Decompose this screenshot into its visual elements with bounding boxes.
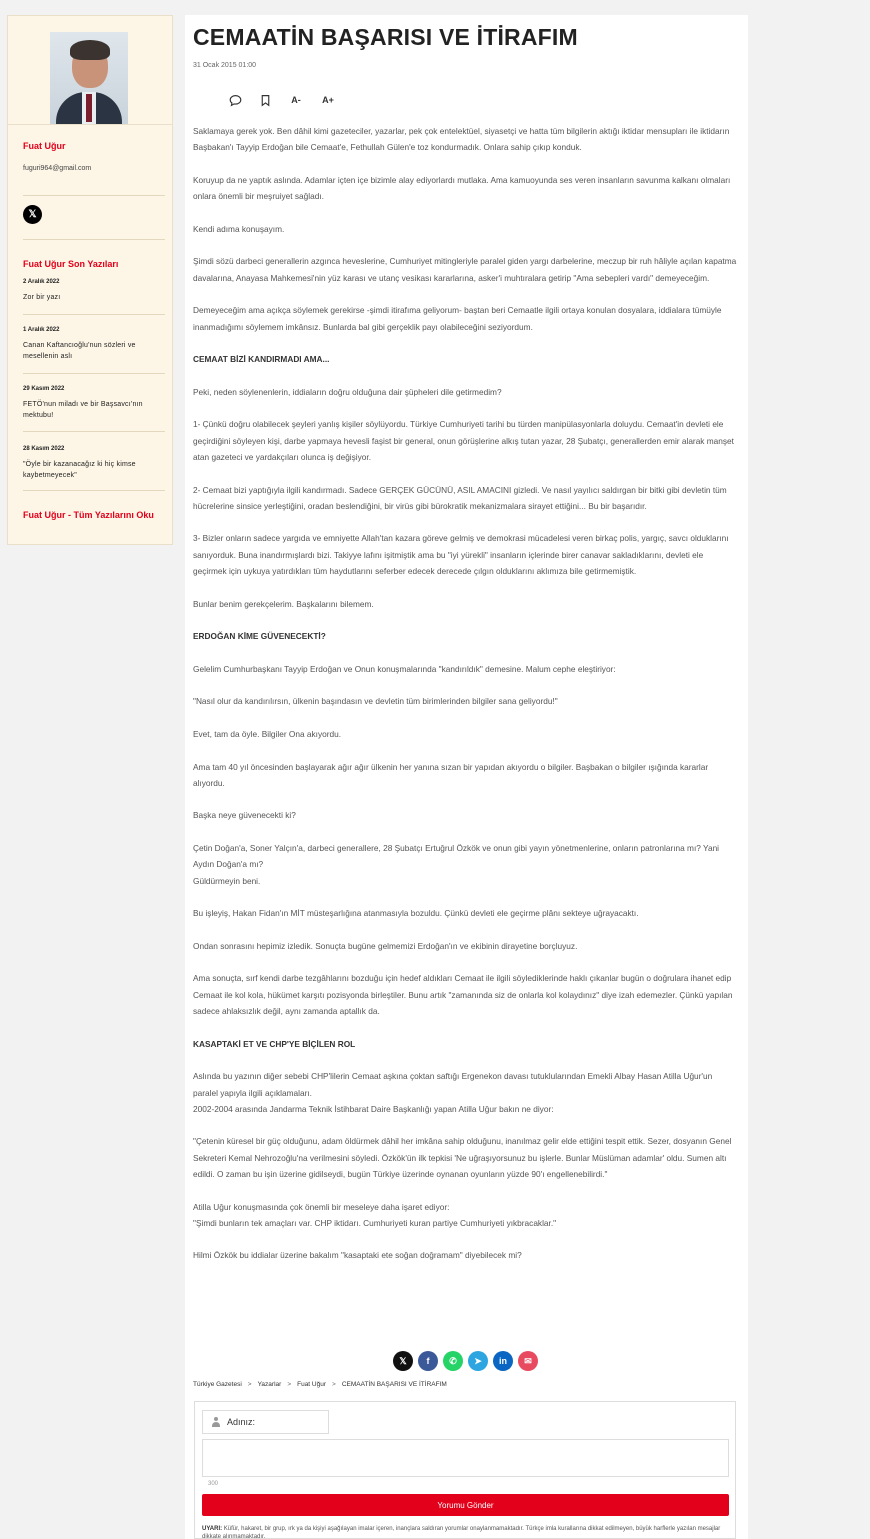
author-sidebar [7, 15, 173, 545]
article-paragraph: Koruyup da ne yaptık aslında. Adamlar içten içe bizimle alay ediyorlardı mutlaka. Ama kamuoyunda ses veren insanların savunma kalkanı olmaları onlara önemli bir meşruiyet sağladı. [193, 174, 731, 202]
breadcrumb-item[interactable]: Yazarlar [257, 1381, 282, 1388]
article-paragraph: Hilmi Özkök bu iddialar üzerine bakalım "kasaptaki ete soğan doğramam" diyebilecek mi? [193, 1250, 522, 1261]
sidebar-divider [23, 431, 165, 432]
article-paragraph: Kendi adıma konuşayım. [193, 223, 285, 234]
author-avatar[interactable] [50, 32, 128, 124]
article-paragraph: Ama sonuçta, sırf kendi darbe tezgâhlarını bozduğu için hedef aldıkları Cemaat ile ilgili söylediklerinde haklı çıkanlar bugün o doğrulara ihanet edip Cemaat ile kol kola, hükümet karşıtı pozisyonda birleştiler. Bunu artık "zamanında siz de onlarla kol kolaydınız" diye izah edemezler. Çünkü yapılan sadece ahlaksızlık değil, aynı zamanda aptallık da. [193, 973, 733, 1017]
recent-post-title[interactable]: Zor bir yazı [23, 294, 61, 301]
warning-label: UYARI: [202, 1526, 223, 1532]
sidebar-divider [23, 195, 165, 196]
recent-post-title[interactable]: "Öyle bir kazanacağız ki hiç kimse kaybetmeyecek" [23, 461, 136, 479]
share-bar [393, 1351, 538, 1371]
recent-post-date: 28 Kasım 2022 [23, 446, 65, 452]
name-field-wrapper [202, 1410, 329, 1434]
breadcrumb-item: CEMAATİN BAŞARISI VE İTİRAFIM [341, 1381, 447, 1388]
sidebar-divider [8, 124, 172, 125]
x-social-icon[interactable]: 𝕏 [23, 205, 42, 224]
recent-post-date: 2 Aralık 2022 [23, 279, 60, 285]
article-subheading: KASAPTAKİ ET VE CHP'YE BİÇİLEN ROL [193, 1038, 356, 1049]
sidebar-divider [23, 490, 165, 491]
recent-post-item[interactable] [23, 327, 163, 362]
article-paragraph: Ondan sonrasını hepimiz izledik. Sonuçta bugüne gelmemizi Erdoğan'ın ve ekibinin dirayetine borçluyuz. [193, 940, 578, 951]
article-paragraph: Evet, tam da öyle. Bilgiler Ona akıyordu. [193, 728, 342, 739]
article-body [193, 123, 738, 1280]
author-name-link[interactable]: Fuat Uğur [23, 141, 66, 151]
article-paragraph: Şimdi sözü darbeci generallerin azgınca heveslerine, Cumhuriyet mitingleriyle paralel giden yargı darbelerine, meczup bir ruh hâliyle açılan kapatma davalarına, Anayasa Mahkemesi'nin yüz karası ve utanç vesikası kararlarına, asker'i muhtıralara getirip "Ama sebepleri vardı" demeyeceğim. [193, 256, 737, 283]
article-paragraph: Peki, neden söylenenlerin, iddiaların doğru olduğuna dair şüpheleri dile getirmedim? [193, 386, 502, 397]
article-paragraph: "Çetenin küresel bir güç olduğunu, adam öldürmek dâhil her imkâna sahip olduğunu, inanılmaz gelir elde ettiğini tespit ettik. Sezer, dosyanın Genel Sekreteri Kemal Nehrozoğlu'na verilmesini söyledi. Özkök'ün ilk tepkisi 'Ne uğraşıyorsunuz bu işlerle. Bunlar Müslüman adamlar' oldu. Sumen altı edildi. O zaman bu işin üzerine gidilseydi, bugün Türkiye üzerinde oynanan oyunların yüzde 90'ı engellenebilirdi." [193, 1136, 732, 1179]
article-paragraph: Başka neye güvenecekti ki? [193, 810, 296, 821]
article-paragraph: Çetin Doğan'a, Soner Yalçın'a, darbeci generallere, 28 Şubatçı Ertuğrul Özkök ve onun gibi yayın yönetmenlerine, onların patronlarına mı? Yani Aydın Doğan'a mı? Güldürmeyin beni. [193, 843, 720, 886]
recent-post-date: 29 Kasım 2022 [23, 386, 65, 392]
recent-post-item[interactable] [23, 279, 163, 303]
breadcrumb-separator: > [247, 1381, 252, 1388]
author-email[interactable]: fuguri964@gmail.com [23, 165, 92, 172]
share-linkedin-icon[interactable]: in [493, 1351, 513, 1371]
warning-text: Küfür, hakaret, bir grup, ırk ya da kişiyi aşağılayan imalar içeren, inançlara saldıran yorumlar onaylanmamaktadır. Türkçe imla kurallarına dikkat edilmeyen, büyük harflerle yazılan mesajlar dikkate alınmamaktadır. [202, 1526, 721, 1539]
article-paragraph: Saklamaya gerek yok. Ben dâhil kimi gazeteciler, yazarlar, pek çok entelektüel, siyasetçi ve hatta tüm bilgilerin aktığı iktidar mensupları ile iktidarın Başbakan'ı Tayyip Erdoğan bile Cemaat'e, Fethullah Gülen'e toz kondurmadık. Onlara sahip çıkıp konduk. [193, 126, 730, 153]
comment-textarea[interactable] [202, 1439, 729, 1477]
user-icon [211, 1417, 221, 1427]
submit-comment-button[interactable]: Yorumu Gönder [202, 1494, 729, 1516]
sidebar-divider [23, 314, 165, 315]
article-paragraph: 1- Çünkü doğru olabilecek şeyleri yanlış kişiler söylüyordu. Türkiye Cumhuriyeti tarihi bu türden manipülasyonlarla doluydu. Cemaat'in devleti ele geçirdiğini söyleyen kişi, darbe yapmaya hevesli faşist bir general, onun görüşlerine alkış tutan yazar, 28 Şubatçı, generallerden emir alarak manşet atan gazeteci ve yardakçıları olunca iş değişiyor. [193, 419, 734, 462]
article-paragraph: Gelelim Cumhurbaşkanı Tayyip Erdoğan ve Onun konuşmalarında "kandırıldık" demesine. Malum cephe eleştiriyor: [193, 663, 616, 674]
article-title: CEMAATİN BAŞARISI VE İTİRAFIM [193, 24, 578, 50]
article-paragraph: Aslında bu yazının diğer sebebi CHP'lilerin Cemaat aşkına çoktan saftığı Ergenekon davası tutuklularından Emekli Albay Hasan Atilla Uğur'un paralel yapıyla ilgili açıklamaları. 2002-2004 arasında Jandarma Teknik İstihbarat Daire Başkanlığı yapan Atilla Uğur bakın ne diyor: [193, 1071, 713, 1114]
recent-post-title[interactable]: FETÖ'nun miladı ve bir Başsavcı'nın mektubu! [23, 401, 143, 419]
article-paragraph: Atilla Uğur konuşmasında çok önemli bir meseleye daha işaret ediyor: "Şimdi bunların tek amaçları var. CHP iktidarı. Cumhuriyeti kuran partiye Cumhuriyeti yıkbracaklar." [193, 1201, 557, 1228]
share-whatsapp-icon[interactable]: ✆ [443, 1351, 463, 1371]
all-posts-link[interactable]: Fuat Uğur - Tüm Yazılarını Oku [23, 510, 154, 520]
bookmark-icon[interactable] [255, 90, 275, 110]
article-subheading: ERDOĞAN KİME GÜVENECEKTİ? [193, 631, 326, 642]
font-decrease-button[interactable]: A- [291, 95, 301, 105]
name-input[interactable] [227, 1417, 327, 1427]
recent-post-date: 1 Aralık 2022 [23, 327, 60, 333]
sidebar-divider [23, 239, 165, 240]
sidebar-divider [23, 373, 165, 374]
share-email-icon[interactable]: ✉ [518, 1351, 538, 1371]
char-counter: 300 [208, 1481, 219, 1487]
share-x-icon[interactable]: 𝕏 [393, 1351, 413, 1371]
article-paragraph: "Nasıl olur da kandırılırsın, ülkenin başındasın ve devletin tüm birimlerinden bilgiler sana geliyordu!" [193, 696, 558, 707]
breadcrumb [193, 1381, 447, 1388]
article-paragraph: 3- Bizler onların sadece yargıda ve emniyette Allah'tan kazara göreve gelmiş ve demokrasi mücadelesi veren birkaç polis, yargıç, savcı olduklarını sanıyorduk. Buna inandırmışlardı bizi. Takiyye lafını işitmiştik ama bu "iyi yürekli" insanların içlerinde birer canavar sakladıklarını, devleti ele geçirmek için uykuya yatırdıkları tüm haydutlarını seferber edecek derecede çılgın olduklarını aklımıza bile getirmemiştik. [193, 533, 729, 577]
article-container [185, 15, 748, 1539]
comment-icon[interactable] [225, 90, 245, 110]
article-paragraph: 2- Cemaat bizi yaptığıyla ilgili kandırmadı. Sadece GERÇEK GÜCÜNÜ, ASIL AMACINI gizledi. Ve nasıl yayılıcı saldırgan bir bitki gibi devletin tüm hücrelerine sinsice yerleştiğini, oradan beslendiğini, bir virüs gibi bürokratik mekanizmalara sirayet ettiğini... Bu bir başarıdır. [193, 484, 727, 511]
recent-post-item[interactable] [23, 446, 163, 481]
article-paragraph: Ama tam 40 yıl öncesinden başlayarak ağır ağır ülkenin her yanına sızan bir yapıdan akıyordu o bilgiler. Başbakan o bilgiler ışığında kararlar alıyordu. [193, 761, 709, 788]
recent-post-item[interactable] [23, 386, 163, 421]
article-subheading: CEMAAT BİZİ KANDIRMADI AMA... [193, 354, 330, 365]
comment-warning [202, 1525, 729, 1539]
article-paragraph: Demeyeceğim ama açıkça söylemek gerekirse -şimdi itirafıma geliyorum- baştan beri Cemaatle ilgili ortaya konulan dosyalara, iddialara tümüyle inanmadığımı söylemem imkânsız. Bunlarda bal gibi gerçeklik payı olabileceğini seziyordum. [193, 305, 722, 332]
article-date: 31 Ocak 2015 01:00 [193, 62, 257, 69]
recent-post-title[interactable]: Canan Kaftancıoğlu'nun sözleri ve mesellenin aslı [23, 342, 136, 360]
comment-form [194, 1401, 736, 1539]
recent-posts-title: Fuat Uğur Son Yazıları [23, 259, 119, 269]
article-paragraph: Bu işleyiş, Hakan Fidan'ın MİT müsteşarlığına atanmasıyla bozuldu. Çünkü devleti ele geçirme plânı sekteye uğrayacaktı. [193, 908, 639, 919]
breadcrumb-item[interactable]: Türkiye Gazetesi [193, 1381, 242, 1388]
share-facebook-icon[interactable]: f [418, 1351, 438, 1371]
article-paragraph: Bunlar benim gerekçelerim. Başkalarını bilemem. [193, 598, 374, 609]
article-toolbar [225, 90, 339, 110]
breadcrumb-item[interactable]: Fuat Uğur [297, 1381, 327, 1388]
share-telegram-icon[interactable]: ➤ [468, 1351, 488, 1371]
breadcrumb-separator: > [332, 1381, 336, 1388]
breadcrumb-separator: > [287, 1381, 292, 1388]
font-increase-button[interactable]: A+ [322, 95, 334, 105]
